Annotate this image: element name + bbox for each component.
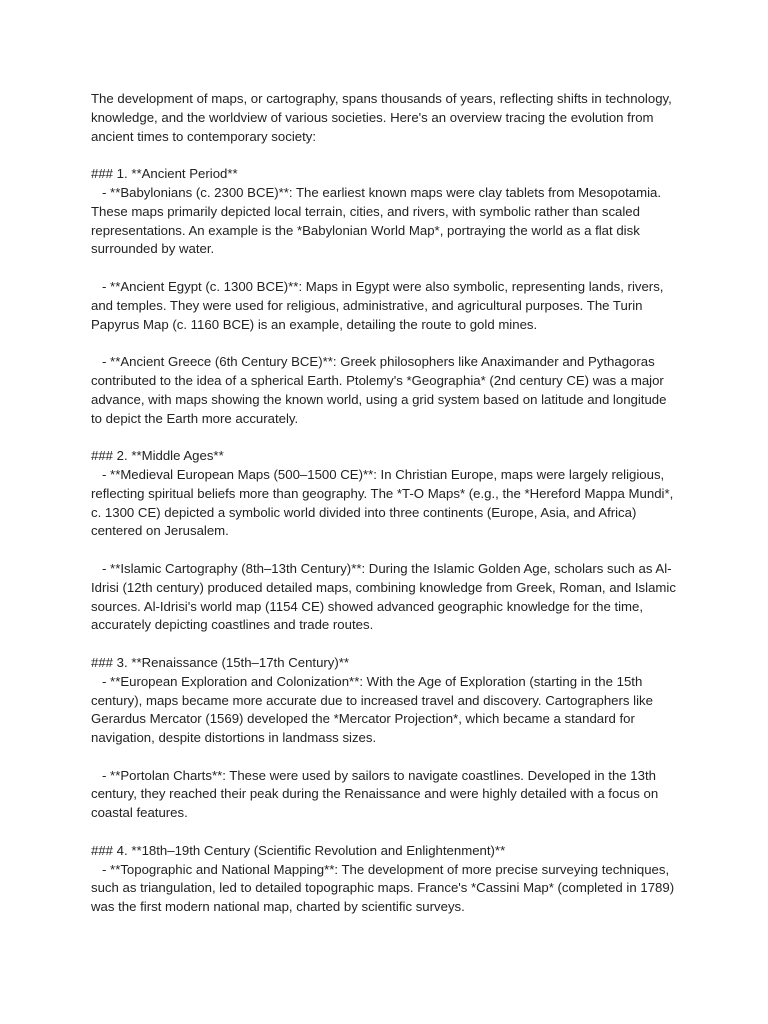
document-page — [91, 90, 681, 917]
section-heading: ### 1. **Ancient Period** — [91, 166, 238, 182]
section-item: - **Ancient Egypt (c. 1300 BCE)**: Maps in Egypt were also symbolic, representing lands, rivers, and temples. They were used for religious, administrative, and agricultural purposes. The Turin Papyrus Map (c. 1160 BCE) is an example, detailing the route to gold mines. — [91, 278, 668, 332]
section-item: - **Portolan Charts**: These were used by sailors to navigate coastlines. Developed in the 13th century, they reached their peak during the Renaissance and were highly detailed with a focus on coastal features. — [91, 767, 662, 821]
paragraph-gap — [91, 823, 681, 842]
section-item: - **Babylonians (c. 2300 BCE)**: The earliest known maps were clay tablets from Mesopotamia. These maps primarily depicted local terrain, cities, and rivers, with symbolic rather than scaled representations. An example is the *Babylonian World Map*, portraying the world as a flat disk surrounded by water. — [91, 184, 665, 257]
paragraph-gap — [91, 146, 681, 165]
intro-paragraph: The development of maps, or cartography, spans thousands of years, reflecting shifts in technology, knowledge, and the worldview of various societies. Here's an overview tracing the evolution from ancient times to contemporary society: — [91, 91, 676, 144]
paragraph-gap — [91, 541, 681, 560]
section-item: - **Topographic and National Mapping**: The development of more precise surveying techniques, such as triangulation, led to detailed topographic maps. France's *Cassini Map* (completed in 1789) was the first modern national map, charted by scientific surveys. — [91, 861, 678, 915]
paragraph-gap — [91, 259, 681, 278]
paragraph-gap — [91, 748, 681, 767]
section-heading: ### 2. **Middle Ages** — [91, 448, 224, 464]
section-item: - **Islamic Cartography (8th–13th Century)**: During the Islamic Golden Age, scholars such as Al-Idrisi (12th century) produced detailed maps, combining knowledge from Greek, Roman, and Islamic sources. Al-Idrisi's world map (1154 CE) showed advanced geographic knowledge for the time, accurately depicting coastlines and trade routes. — [91, 560, 680, 633]
section-heading: ### 4. **18th–19th Century (Scientific Revolution and Enlightenment)** — [91, 842, 506, 858]
section-item: - **Medieval European Maps (500–1500 CE)**: In Christian Europe, maps were largely religious, reflecting spiritual beliefs more than geography. The *T-O Maps* (e.g., the *Hereford Mappa Mundi*, c. 1300 CE) depicted a symbolic world divided into three continents (Europe, Asia, and Africa) centered on Jerusalem. — [91, 466, 677, 539]
paragraph-gap — [91, 334, 681, 353]
paragraph-gap — [91, 635, 681, 654]
section-item: - **Ancient Greece (6th Century BCE)**: Greek philosophers like Anaximander and Pythagoras contributed to the idea of a spherical Earth. Ptolemy's *Geographia* (2nd century CE) was a major advance, with maps showing the known world, using a grid system based on latitude and longitude to depict the Earth more accurately. — [91, 354, 671, 426]
section-item: - **European Exploration and Colonization**: With the Age of Exploration (starting in the 15th century), maps became more accurate due to increased travel and discovery. Cartographers like Gerardus Mercator (1569) developed the *Mercator Projection*, which became a standard for navigation, despite distortions in landmass sizes. — [91, 673, 657, 746]
paragraph-gap — [91, 428, 681, 447]
section-heading: ### 3. **Renaissance (15th–17th Century)** — [91, 654, 350, 670]
